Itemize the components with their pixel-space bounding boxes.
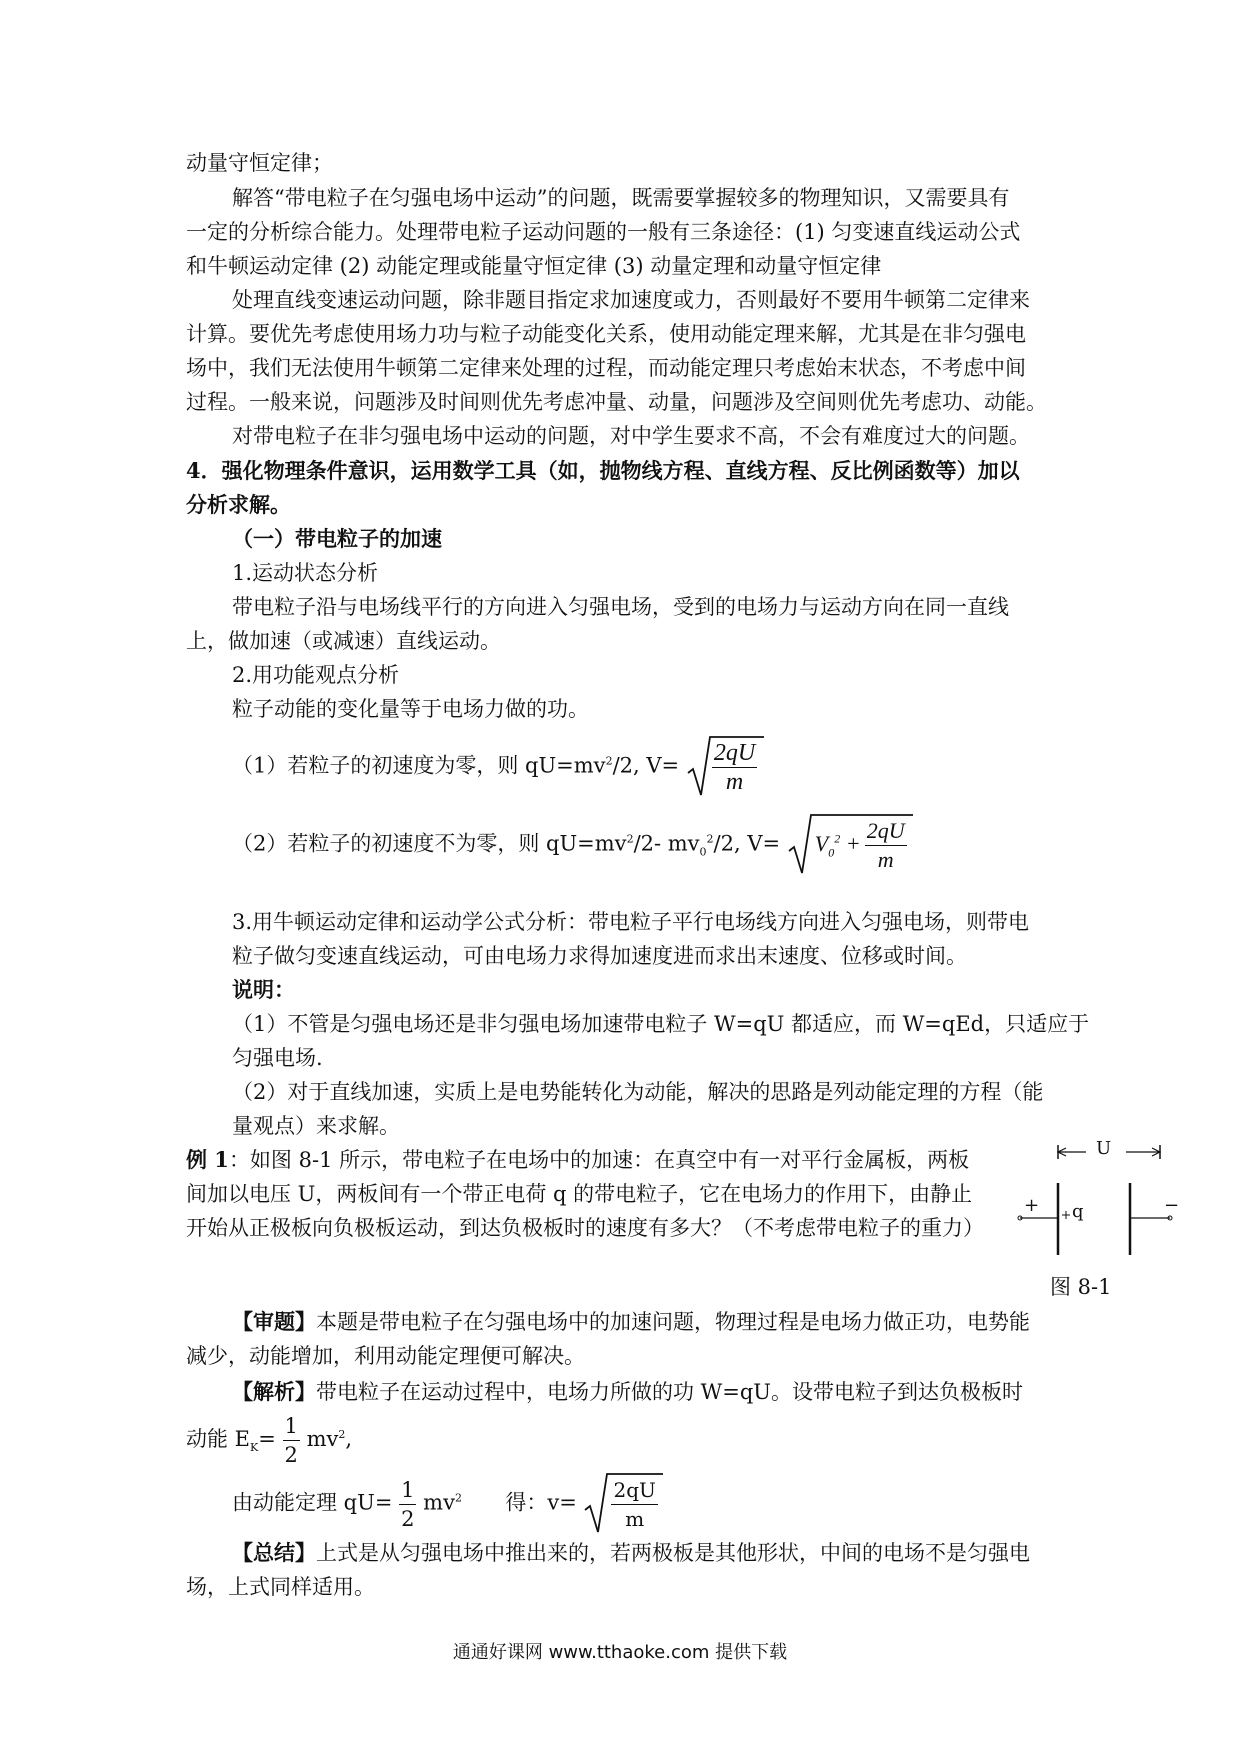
summary-line: 【总结】上式是从匀强电场中推出来的，若两极板是其他形状，中间的电场不是匀强电	[232, 1540, 1030, 1565]
example-line: 例 1：如图 8-1 所示，带电粒子在电场中的加速：在真空中有一对平行金属板，两板	[186, 1147, 970, 1172]
text-line: 场中，我们无法使用牛顿第二定律来处理的过程，而动能定理只考虑始末状态，不考虑中间	[186, 356, 1026, 380]
voltage-label: U	[1096, 1138, 1112, 1159]
kinetic-theorem-formula: 由动能定理 qU= $\frac{1}{2}$ $mv^2$ 得：v= $\frac{2qU}{m}$	[232, 1472, 663, 1536]
kinetic-energy-formula: 动能 $E_K=$ $\frac{1}{2}$ $mv^2$,	[186, 1414, 353, 1467]
text-line: 3.用牛顿运动定律和运动学公式分析：带电粒子平行电场线方向进入匀强电场，则带电	[232, 910, 1030, 934]
sqrt-expression: $\frac{2qU}{m}$	[583, 1472, 663, 1536]
text-line: 减少，动能增加，利用动能定理便可解决。	[186, 1344, 585, 1368]
text-line: （2）对于直线加速，实质上是电势能转化为动能，解决的思路是列动能定理的方程（能	[232, 1080, 1044, 1104]
figure-8-1	[1010, 1135, 1190, 1265]
text-line: 上，做加速（或减速）直线运动。	[186, 629, 501, 653]
subheading: 2.用功能观点分析	[232, 663, 400, 687]
subheading: 1.运动状态分析	[232, 561, 379, 585]
sqrt-expression: $V_0^2$ + $\frac{2qU}{m}$	[787, 813, 913, 877]
example-line: 开始从正极板向负极板运动，到达负极板时的速度有多大？（不考虑带电粒子的重力）	[186, 1216, 984, 1240]
text-line: 解答“带电粒子在匀强电场中运动”的问题，既需要掌握较多的物理知识，又需要具有	[232, 186, 1010, 210]
formula-1: （1）若粒子的初速度为零，则 $qU=mv^2/2$, V= $\frac{2qU}{m}$	[232, 735, 764, 799]
text-line: 计算。要优先考虑使用场力功与粒子动能变化关系，使用动能定理来解，尤其是在非匀强电	[186, 322, 1026, 346]
text-line: 处理直线变速运动问题，除非题目指定求加速度或力，否则最好不要用牛顿第二定律来	[232, 288, 1030, 312]
text-line: 过程。一般来说，问题涉及时间则优先考虑冲量、动量，问题涉及空间则优先考虑功、动能。	[186, 390, 1047, 414]
text-line: 一定的分析综合能力。处理带电粒子运动问题的一般有三条途径：(1) 匀变速直线运动公式	[186, 220, 1021, 244]
text-line: 场，上式同样适用。	[186, 1575, 375, 1599]
example-line: 间加以电压 U，两板间有一个带正电荷 q 的带电粒子，它在电场力的作用下，由静止	[186, 1182, 973, 1206]
text-line: （1）不管是匀强电场还是非匀强电场加速带电粒子 W=qU 都适应，而 W=qEd，只适应于	[232, 1012, 1090, 1036]
text-line: 动量守恒定律；	[186, 151, 333, 175]
note-label: 说明：	[232, 977, 295, 1002]
text-line: 量观点）来求解。	[232, 1114, 400, 1138]
text-line: 带电粒子沿与电场线平行的方向进入匀强电场，受到的电场力与运动方向在同一直线	[232, 595, 1009, 619]
formula-2: （2）若粒子的初速度不为零，则 $qU=mv^2/2-$ $mv_0^2/2$, V= $V_0^2$ + $\frac{2qU}{m}$	[232, 813, 913, 877]
analysis-line: 【解析】带电粒子在运动过程中，电场力所做的功 W=qU。设带电粒子到达负极板时	[232, 1379, 1023, 1404]
text-line: 匀强电场.	[232, 1046, 323, 1070]
text-line: 粒子做匀变速直线运动，可由电场力求得加速度进而求出末速度、位移或时间。	[232, 944, 967, 968]
section-heading: 4．强化物理条件意识，运用数学工具（如，抛物线方程、直线方程、反比例函数等）加以	[186, 458, 1020, 483]
page-footer: 通通好课网 www.tthaoke.com 提供下载	[452, 1642, 788, 1663]
positive-terminal: +	[1024, 1195, 1040, 1216]
section-heading: 分析求解。	[186, 492, 291, 517]
text-line: 粒子动能的变化量等于电场力做的功。	[232, 697, 589, 721]
charge-label: q	[1072, 1201, 1084, 1222]
subsection-heading: （一）带电粒子的加速	[232, 526, 442, 551]
text-line: 对带电粒子在非匀强电场中运动的问题，对中学生要求不高，不会有难度过大的问题。	[232, 424, 1030, 448]
review-line: 【审题】本题是带电粒子在匀强电场中的加速问题，物理过程是电场力做正功，电势能	[232, 1309, 1030, 1334]
figure-caption: 图 8-1	[1050, 1275, 1112, 1299]
text-line: 和牛顿运动定律 (2) 动能定理或能量守恒定律 (3) 动量定理和动量守恒定律	[186, 254, 882, 278]
negative-terminal: −	[1164, 1195, 1180, 1216]
sqrt-expression: $\frac{2qU}{m}$	[686, 735, 764, 799]
